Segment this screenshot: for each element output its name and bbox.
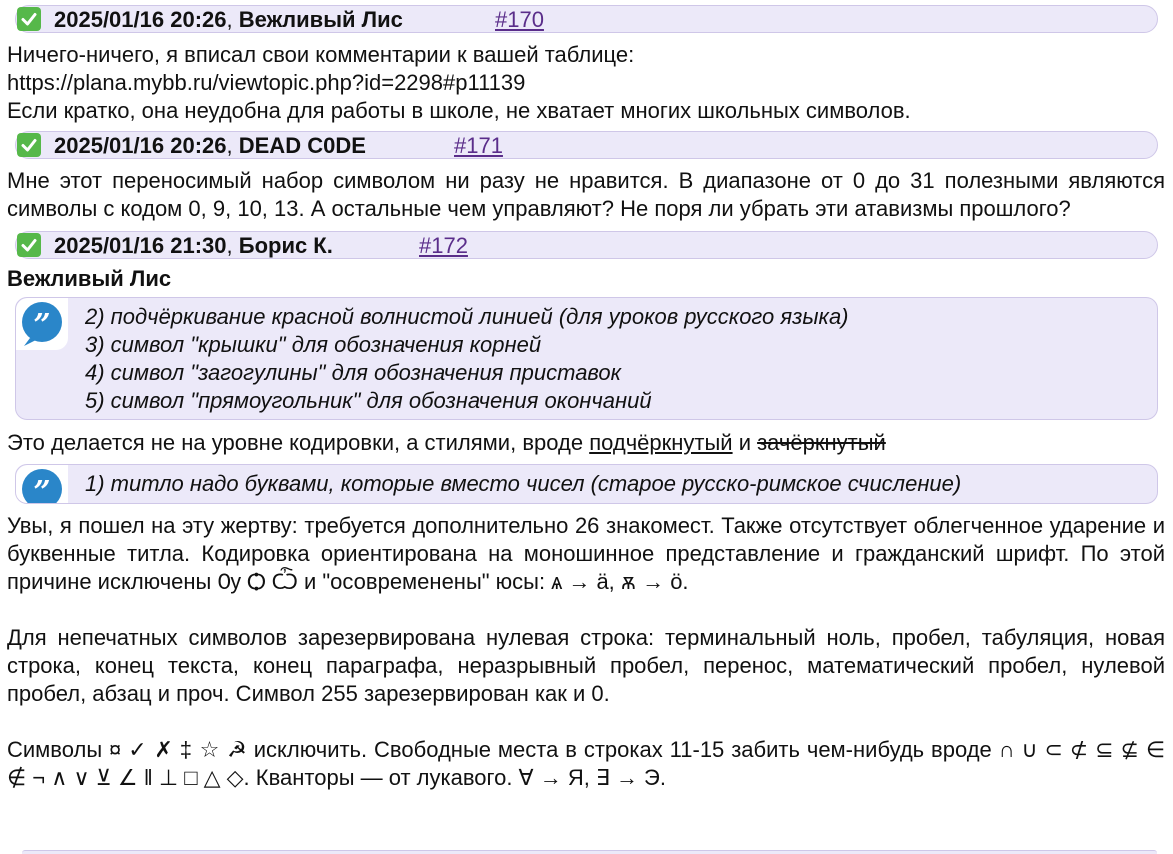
separator: , [226, 233, 233, 258]
quote-block [15, 464, 1158, 504]
post-datetime: 2025/01/16 20:26 [54, 133, 227, 158]
post-header [15, 5, 1158, 33]
post-permalink[interactable]: #171 [454, 133, 503, 158]
styles-prefix: Это делается не на уровне кодировки, а стилями, вроде [7, 430, 590, 455]
post-paragraph: Увы, я пошел на эту жертву: требуется дополнительно 26 знакомест. Также отсутствует облегченное ударение и буквенные титла. Кодировка ориентирована на моношинное представление и гражданский шрифт. По этой причине исключены Ѹ Ѻ Ѽ и "осовременены" юсы: ѧ → ä, ѫ → ö. [7, 513, 1165, 594]
separator: , [226, 7, 233, 32]
quote-line: 3) символ "крышки" для обозначения корней [85, 332, 542, 357]
post-url[interactable]: https://plana.mybb.ru/viewtopic.php?id=2298#p11139 [7, 70, 526, 95]
post-meta [54, 233, 333, 259]
post-datetime: 2025/01/16 21:30 [54, 233, 227, 258]
post-body [7, 167, 1165, 223]
post-text-line: Если кратко, она неудобна для работы в школе, не хватает многих школьных символов. [7, 98, 911, 123]
post-meta [54, 7, 403, 33]
quote-line: 4) символ "загогулины" для обозначения приставок [85, 360, 622, 385]
post-author[interactable]: Борис К. [238, 233, 333, 258]
quote-line: 5) символ "прямоугольник" для обозначения окончаний [85, 388, 652, 413]
quote-icon [16, 298, 68, 350]
underlined-example: подчёркнутый [589, 430, 733, 455]
post-header [15, 131, 1158, 159]
strikethrough-example: зачёркнутый [757, 430, 886, 455]
post-permalink[interactable]: #172 [419, 233, 468, 258]
post-paragraph: Для непечатных символов зарезервирована нулевая строка: терминальный ноль, пробел, табуляция, новая строка, конец текста, конец параграфа, неразрывный пробел, перенос, математический пробел, нулевой пробел, абзац и проч. Символ 255 зарезервирован как и 0. [7, 625, 1165, 706]
check-icon [17, 233, 41, 257]
post-body [7, 41, 1165, 125]
post-meta [54, 133, 366, 159]
post-text-line: Ничего-ничего, я вписал свои комментарии к вашей таблице: [7, 42, 635, 67]
post-paragraph: Символы ¤ ✓ ✗ ‡ ☆ ☭ исключить. Свободные места в строках 11-15 забить чем-нибудь вроде ∩ ∪ ⊂ ⊄ ⊆ ⊈ ∈ ∉ ¬ ∧ ∨ ⊻ ∠ ‖ ⊥ □ △ ◇. Кванторы — от лукавого. ∀ → Я, ∃ → Э. [7, 737, 1166, 790]
svg-text:”: ” [33, 475, 51, 504]
post-author[interactable]: Вежливый Лис [238, 7, 403, 32]
post-header [15, 231, 1158, 259]
post-datetime: 2025/01/16 20:26 [54, 7, 227, 32]
styles-middle: и [732, 430, 758, 455]
quoted-author: Вежливый Лис [7, 266, 172, 291]
post-permalink[interactable]: #170 [495, 7, 544, 32]
svg-text:”: ” [33, 308, 51, 343]
next-post-header-edge [22, 850, 1157, 854]
check-icon [17, 133, 41, 157]
check-icon [17, 7, 41, 31]
quote-block [15, 297, 1158, 420]
styles-line [7, 429, 1165, 457]
post-body [7, 512, 1165, 792]
post-author[interactable]: DEAD C0DE [238, 133, 366, 158]
post-text: Мне этот переносимый набор символом ни разу не нравится. В диапазоне от 0 до 31 полезными являются символы с кодом 0, 9, 10, 13. А остальные чем управляют? Не поря ли убрать эти атавизмы прошлого? [7, 168, 1165, 221]
quote-line: 2) подчёркивание красной волнистой линией (для уроков русского языка) [85, 304, 849, 329]
separator: , [226, 133, 233, 158]
quote-line: 1) титло надо буквами, которые вместо чисел (старое русско-римское счисление) [85, 471, 962, 496]
quote-icon [16, 465, 68, 504]
